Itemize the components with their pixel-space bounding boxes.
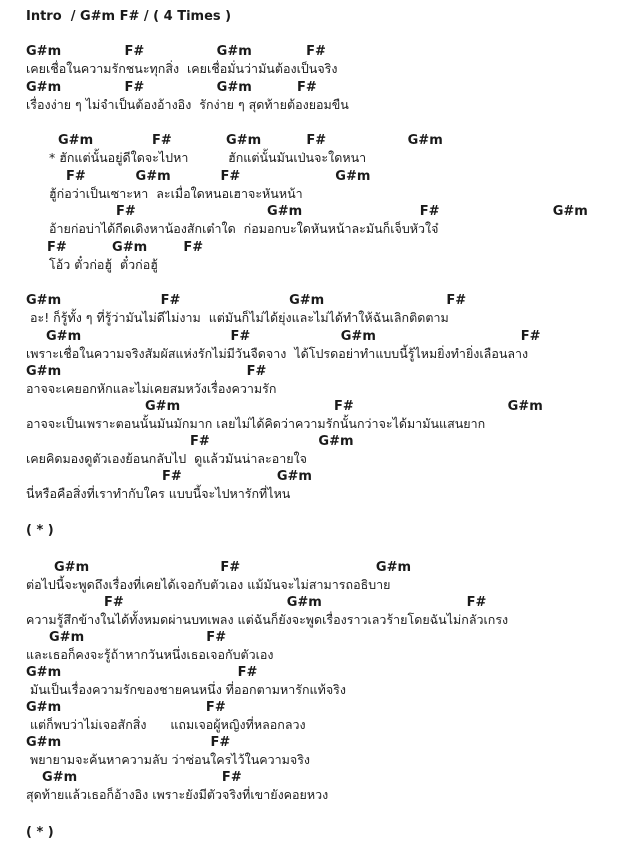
chord-line: G#m F# G#m [145, 399, 543, 414]
lyric-line: อะ! ก็รู้ทั้ง ๆ ที่รู้ว่ามันไม่ดีไม่งาม แต่มันก็ไม่ได้ยุ่งและไม่ได้ทำให้ฉันเลิกติดตาม [26, 310, 449, 325]
lyric-line: อาจจะเป็นเพราะตอนนั้นมันมักมาก เลยไม่ได้คิดว่าความรักนั้นกว่าจะได้มามันแสนยาก [26, 416, 486, 431]
chord-line: G#m F# G#m F# G#m [58, 133, 443, 148]
lyric-line: เคยคิดมองดูตัวเองย้อนกลับไป ดูแล้วมันน่าละอายใจ [26, 451, 307, 466]
chord-line: G#m F# [26, 700, 226, 715]
intro-line: Intro / G#m F# / ( 4 Times ) [26, 9, 232, 24]
chord-line: G#m F# [26, 364, 267, 379]
lyric-line: * ฮักแต่นั้นอยู่ดีใดจะไปหา ฮักแต่นั้นมันเป่นจะใดหนา [49, 150, 367, 165]
lyric-line: เคยเชื่อในความรักชนะทุกสิ่ง เคยเชื่อมั่นว่ามันต้องเป็นจริง [26, 61, 338, 76]
lyric-line: อ้ายก่อบ่าได้กีดเดิงหาน้องสักเต๋าใด ก่อมอกบะใดหันหน้าละมันก็เจ็บหัวใจ๋ [49, 221, 439, 236]
chorus-repeat-marker: ( * ) [26, 523, 54, 538]
lyric-line: เพราะเชื่อในความจริงสัมผัสแห่งรักไม่มีวันจืดจาง ได้โปรดอย่าทำแบบนี้รู้ไหมยิ่งทำยิ่งเลือนลาง [26, 346, 529, 361]
chord-line: F# G#m F# [104, 595, 487, 610]
lyric-line: มันเป็นเรื่องความรักของชายคนหนึ่ง ที่ออกตามหารักแท้จริง [26, 682, 346, 697]
chord-line: G#m F# [49, 630, 227, 645]
chord-line: F# G#m F# [47, 240, 204, 255]
lyric-line: และเธอก็คงจะรู้ถ้าหากวันหนึ่งเธอเจอกับตัวเอง [26, 647, 274, 662]
chord-line: F# G#m [190, 434, 354, 449]
lyric-line: ต่อไปนี้จะพูดถึงเรื่องที่เคยได้เจอกับตัวเอง แม้มันจะไม่สามารถอธิบาย [26, 577, 391, 592]
lyric-line: แต่ก็พบว่าไม่เจอสักสิ่ง แถมเจอผู้หญิงที่หลอกลวง [26, 717, 306, 732]
lyric-line: อาจจะเคยอกหักและไม่เคยสมหวังเรื่องความรัก [26, 381, 277, 396]
lyric-line: นี่หรือคือสิ่งที่เราทำกับใคร แบบนี้จะไปหารักที่ไหน [26, 486, 291, 501]
chord-line: F# G#m F# G#m [116, 204, 588, 219]
chord-line: F# G#m F# G#m [66, 169, 371, 184]
lyric-line: ความรู้สึกข้างในได้ทั้งหมดผ่านบทเพลง แต่ฉันก็ยังจะพูดเรื่องราวเลวร้ายโดยฉันไม่กลัวเกรง [26, 612, 509, 627]
lyric-line: สุดท้ายแล้วเธอก็อ้างอิง เพราะยังมีตัวจริงที่เขายังคอยหวง [26, 787, 329, 802]
chord-line: G#m F# [26, 735, 231, 750]
lyric-line: เรื่องง่าย ๆ ไม่จำเป็นต้องอ้างอิง รักง่าย ๆ สุดท้ายต้องยอมขืน [26, 97, 349, 112]
chord-line: G#m F# G#m F# [26, 80, 317, 95]
chord-line: G#m F# G#m F# [46, 329, 541, 344]
chord-line: G#m F# G#m F# [26, 44, 326, 59]
lyric-line: โอ้ว ตั๋วก่อฮู้ ตั๋วก่อฮู้ [49, 257, 158, 272]
chord-line: G#m F# G#m F# [26, 293, 467, 308]
lyric-line: พยายามจะค้นหาความลับ ว่าซ่อนใครไว้ในความจริง [26, 752, 311, 767]
chord-line: G#m F# [42, 770, 242, 785]
chorus-repeat-marker: ( * ) [26, 825, 54, 840]
lyric-line: ฮู้ก่อว่าเป็นเซาะหา ละเมื่อใดหนอเฮาจะหันหน้า [49, 186, 303, 201]
chord-line: F# G#m [162, 469, 312, 484]
chord-line: G#m F# G#m [54, 560, 412, 575]
chord-line: G#m F# [26, 665, 258, 680]
